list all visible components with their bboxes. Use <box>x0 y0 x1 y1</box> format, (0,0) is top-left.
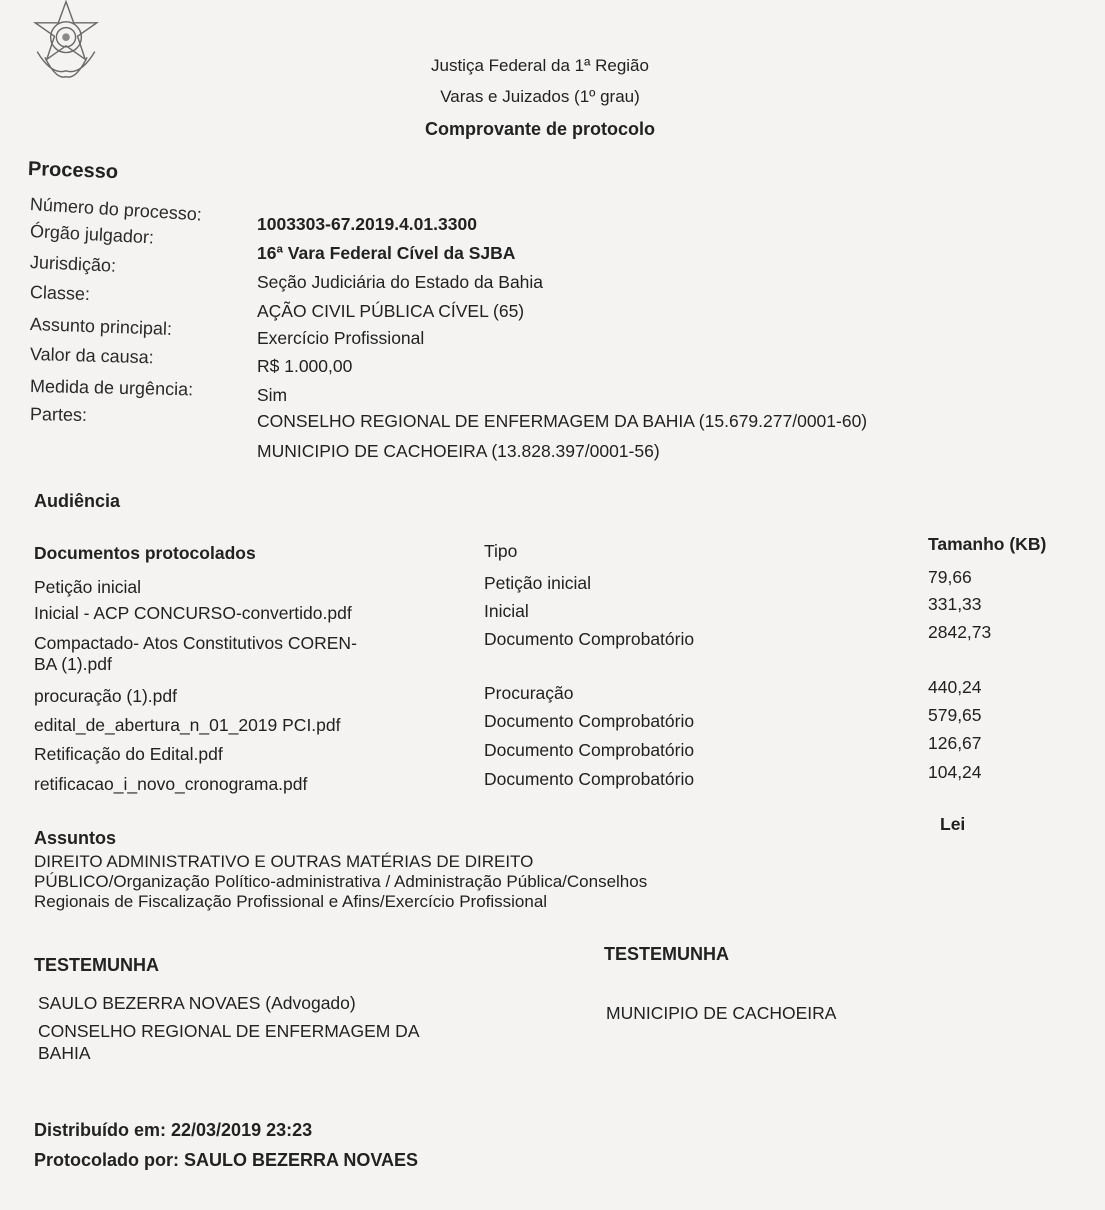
table-row-tipo: Procuração <box>484 683 574 703</box>
value-partes-2: MUNICIPIO DE CACHOEIRA (13.828.397/0001-56) <box>257 441 660 461</box>
label-assunto-principal: Assunto principal: <box>29 314 173 339</box>
protocolado-por: Protocolado por: SAULO BEZERRA NOVAES <box>34 1150 419 1170</box>
table-row-doc-cont: BA (1).pdf <box>34 654 112 674</box>
value-medida-urgencia: Sim <box>257 385 288 405</box>
table-header-tamanho: Tamanho (KB) <box>928 534 1047 554</box>
table-header-tipo: Tipo <box>484 541 518 561</box>
testemunha-right-title: TESTEMUNHA <box>604 944 729 964</box>
section-processo-title: Processo <box>27 158 119 184</box>
testemunha-left-title: TESTEMUNHA <box>34 955 159 975</box>
value-classe: AÇÃO CIVIL PÚBLICA CÍVEL (65) <box>257 301 525 321</box>
distribuido-em: Distribuído em: 22/03/2019 23:23 <box>34 1120 313 1140</box>
section-assuntos-title: Assuntos <box>34 828 117 848</box>
label-numero-processo: Número do processo: <box>29 194 203 225</box>
value-jurisdicao: Seção Judiciária do Estado da Bahia <box>257 272 544 292</box>
table-row-doc: procuração (1).pdf <box>34 686 177 706</box>
table-row-tamanho: 104,24 <box>928 762 982 782</box>
table-row-tamanho: 79,66 <box>928 567 972 587</box>
table-row-tamanho: 579,65 <box>928 705 982 725</box>
header-varas: Varas e Juizados (1º grau) <box>440 87 640 106</box>
assuntos-line-2: PÚBLICO/Organização Político-administrativa / Administração Pública/Conselhos <box>34 872 648 891</box>
value-valor-causa: R$ 1.000,00 <box>257 356 353 376</box>
label-orgao-julgador: Órgão julgador: <box>29 221 155 248</box>
table-row-tamanho: 331,33 <box>928 594 982 614</box>
table-row-tipo: Inicial <box>484 601 529 621</box>
table-row-doc: Inicial - ACP CONCURSO-convertido.pdf <box>34 603 352 623</box>
table-row-doc: retificacao_i_novo_cronograma.pdf <box>34 774 308 794</box>
label-classe: Classe: <box>29 282 91 305</box>
document-title: Comprovante de protocolo <box>424 119 655 139</box>
table-row-tipo: Documento Comprobatório <box>484 769 695 789</box>
table-row-tipo: Documento Comprobatório <box>484 629 695 649</box>
table-row-tipo: Documento Comprobatório <box>484 740 695 760</box>
section-audiencia-title: Audiência <box>34 491 121 511</box>
label-medida-urgencia: Medida de urgência: <box>29 376 194 400</box>
table-row-tipo: Documento Comprobatório <box>484 711 695 731</box>
value-numero-processo: 1003303-67.2019.4.01.3300 <box>257 214 477 234</box>
testemunha-right-line: MUNICIPIO DE CACHOEIRA <box>606 1003 837 1023</box>
table-row-doc: Compactado- Atos Constitutivos COREN- <box>34 633 357 653</box>
table-row-doc: Petição inicial <box>34 577 141 597</box>
table-row-tamanho: 440,24 <box>928 677 982 697</box>
table-header-documentos: Documentos protocolados <box>34 543 256 563</box>
value-orgao-julgador: 16ª Vara Federal Cível da SJBA <box>257 243 516 263</box>
label-valor-causa: Valor da causa: <box>29 344 154 368</box>
table-row-doc: Retificação do Edital.pdf <box>34 744 223 764</box>
assuntos-lei-header: Lei <box>940 814 966 834</box>
testemunha-left-line-1: SAULO BEZERRA NOVAES (Advogado) <box>38 993 356 1013</box>
header-court: Justiça Federal da 1ª Região <box>431 56 649 75</box>
label-jurisdicao: Jurisdição: <box>29 252 117 276</box>
table-row-tamanho: 2842,73 <box>928 622 992 642</box>
assuntos-line-3: Regionais de Fiscalização Profissional e Afins/Exercício Profissional <box>34 892 548 911</box>
testemunha-left-line-3: BAHIA <box>38 1043 91 1063</box>
value-assunto-principal: Exercício Profissional <box>257 328 425 348</box>
label-partes: Partes: <box>29 404 88 425</box>
assuntos-line-1: DIREITO ADMINISTRATIVO E OUTRAS MATÉRIAS DE DIREITO <box>34 852 534 871</box>
coat-of-arms-emblem <box>18 0 114 90</box>
table-row-tipo: Petição inicial <box>484 573 591 593</box>
table-row-tamanho: 126,67 <box>928 733 982 753</box>
testemunha-left-line-2: CONSELHO REGIONAL DE ENFERMAGEM DA <box>38 1021 420 1041</box>
value-partes-1: CONSELHO REGIONAL DE ENFERMAGEM DA BAHIA (15.679.277/0001-60) <box>257 411 868 431</box>
table-row-doc: edital_de_abertura_n_01_2019 PCI.pdf <box>34 715 341 735</box>
